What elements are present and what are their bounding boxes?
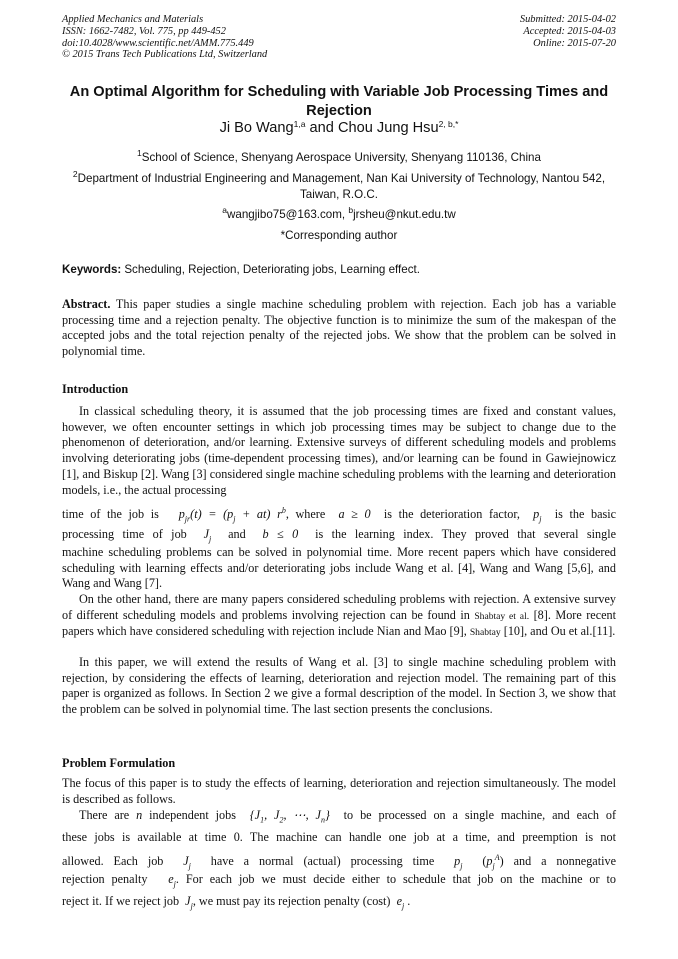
problem-line-3: allowed. Each job $J_j$ have a normal (actual) processing time $p_j$ $(p_j^A)$ and a nonnegative bbox=[62, 853, 616, 871]
keywords-text: Scheduling, Rejection, Deteriorating jobs, Learning effect. bbox=[124, 263, 420, 276]
author-and: and bbox=[309, 120, 334, 136]
problem-line-5: reject it. If we reject job $J_j$, we must pay its rejection penalty (cost) $e_j$ . bbox=[62, 894, 411, 911]
intro-heading: Introduction bbox=[62, 382, 129, 396]
intro-formula-line bbox=[62, 503, 616, 527]
prob-penalty: rejection penalty bbox=[62, 872, 148, 886]
formula-pj: $p_j$ bbox=[533, 507, 542, 524]
intro-text-where: , where bbox=[285, 507, 326, 522]
intro-para-1a: In classical scheduling theory, it is assumed that the job processing times are fixed and constant values, however, we often encounter settings in which job processing times may be subject to change due to the phenomenon of deterioration, and/or learning. Extensive surveys of different scheduling models and problems involving deteriorating jobs (time-dependent processing times), and/or learning can be found in Gawiejnowicz [1], and Biskup [2]. Wang [3] considered single machine scheduling problems with the learning and deterioration models, i.e., the actual processing bbox=[62, 404, 616, 497]
aff-2-text: Department of Industrial Engineering and Management, Nan Kai University of Technology, Nantou 542, Taiwan, R.O.C. bbox=[77, 172, 606, 201]
aff-1-sup: 1 bbox=[137, 148, 142, 158]
affiliation-1 bbox=[60, 150, 618, 166]
authors bbox=[60, 120, 618, 136]
intro-text-ptj: processing time of job bbox=[62, 527, 187, 541]
copyright-line: © 2015 Trans Tech Publications Ltd, Switzerland bbox=[62, 49, 268, 61]
intro-text-and: and bbox=[228, 527, 246, 541]
email-b-sup: b bbox=[348, 205, 354, 215]
aff-2-sup: 2 bbox=[72, 169, 78, 179]
abstract bbox=[62, 297, 616, 360]
submitted-date: Submitted: 2015-04-02 bbox=[519, 14, 616, 25]
emails bbox=[60, 207, 618, 223]
email-a-sup: a bbox=[222, 205, 227, 215]
formula-pjA: $p_j^A$ bbox=[486, 853, 500, 871]
prob-allowed: allowed. Each job bbox=[62, 854, 164, 869]
abstract-label: Abstract. bbox=[62, 297, 111, 311]
prob-independent: independent jobs bbox=[149, 808, 236, 822]
intro-text-det: is the deterioration factor, bbox=[383, 507, 520, 522]
problem-line-2: these jobs is available at time 0. The machine can handle one job at a time, and preemption is not bbox=[62, 830, 616, 844]
formula-ej-2: $e_j$ bbox=[396, 894, 405, 911]
keywords-label: Keywords: bbox=[62, 263, 122, 276]
journal-info bbox=[62, 14, 267, 61]
formula-b-nonpos: b ≤ 0 bbox=[262, 527, 299, 541]
prob-l5-rest: , we must pay its rejection penalty (cost) bbox=[192, 894, 391, 908]
prob-reject: reject it. If we reject job bbox=[62, 894, 180, 908]
prob-there-are: There are bbox=[79, 808, 130, 822]
intro-para-2 bbox=[62, 592, 616, 641]
aff-1-text: School of Science, Shenyang Aerospace University, Shenyang 110136, China bbox=[141, 151, 541, 164]
author-1: Ji Bo Wang bbox=[219, 120, 294, 136]
formula-n: n bbox=[136, 808, 143, 822]
formula-ej: $e_j$ bbox=[168, 872, 176, 889]
formula-a-nonneg: a ≥ 0 bbox=[338, 507, 371, 522]
problem-heading: Problem Formulation bbox=[62, 756, 176, 770]
accepted-date: Accepted: 2015-04-03 bbox=[523, 25, 616, 37]
journal-name: Applied Mechanics and Materials bbox=[62, 14, 204, 25]
intro-shabtay-2: Shabtay bbox=[469, 627, 501, 639]
corresponding-author: *Corresponding author bbox=[280, 229, 398, 242]
email-b: jrsheu@nkut.edu.tw bbox=[353, 208, 456, 221]
affiliation-2 bbox=[60, 171, 618, 202]
online-date: Online: 2015-07-20 bbox=[533, 37, 616, 49]
prob-l1-rest: to be processed on a single machine, and each of bbox=[343, 808, 617, 822]
email-a: wangjibo75@163.com, bbox=[227, 208, 346, 221]
intro-p2a: On the other hand, there are many papers considered scheduling problems with rejection. A extensive survey of different scheduling models and problems involving rejection can be found in bbox=[62, 592, 616, 622]
problem-para-1: The focus of this paper is to study the effects of learning, deterioration and rejection simultaneously. The model is described as follows. bbox=[62, 776, 616, 806]
formula-pj-2: $p_j$ bbox=[454, 854, 463, 871]
intro-text-job: time of the job is bbox=[62, 507, 159, 522]
issn-line: ISSN: 1662-7482, Vol. 775, pp 449-452 bbox=[62, 25, 226, 37]
intro-p2b: [8]. More recent papers which have considered scheduling with rejection include Nian and Mao [9], bbox=[62, 607, 617, 639]
formula-Jj: $J_j$ bbox=[203, 527, 212, 544]
abstract-text: This paper studies a single machine scheduling problem with rejection. Each job has a variable processing time and a rejection penalty. The objective function is to minimize the sum of the makespan of the accepted jobs and the total rejection penalty of the rejected jobs. We show that the problem can be solved in polynomial time. bbox=[62, 297, 617, 359]
intro-text-basic: is the basic bbox=[554, 507, 617, 522]
intro-p2c: [10], and Ou et al.[11]. bbox=[503, 624, 616, 639]
prob-l4-rest: . For each job we must decide either to schedule that job on the machine or to bbox=[175, 872, 616, 886]
keywords bbox=[62, 262, 616, 278]
intro-para-3: In this paper, we will extend the results of Wang et al. [3] to single machine scheduling problem with rejection, by considering the effects of learning, deterioration and rejection model. The remaining part of this paper is organized as follows. In Section 2 we give a formal description of the model. In Section 3, we show that the problem can be solved in polynomial time. The last section presents the conclusions. bbox=[62, 655, 616, 717]
prob-normal: have a normal (actual) processing time bbox=[210, 854, 435, 869]
author-2-sup: 2, b,* bbox=[438, 119, 459, 129]
formula-Jj-2: $J_j$ bbox=[183, 854, 191, 871]
formula-processing-time: $p_{jr}(t) = (p_j + at)$ $r^b$ bbox=[178, 506, 286, 524]
doi-line: doi:10.4028/www.scientific.net/AMM.775.449 bbox=[62, 37, 254, 49]
problem-line-1 bbox=[62, 808, 616, 828]
formula-job-set: {$J_1$, $J_2$, ⋯, $J_n$} bbox=[249, 808, 330, 825]
intro-shabtay: Shabtay et al. bbox=[474, 610, 530, 622]
prob-nonneg: ) and a nonnegative bbox=[499, 854, 616, 869]
author-1-sup: 1,a bbox=[293, 119, 306, 129]
intro-text-learning: is the learning index. They proved that several single bbox=[315, 527, 617, 541]
paper-title: An Optimal Algorithm for Scheduling with Variable Job Processing Times and Rejection bbox=[69, 84, 609, 119]
author-2: Chou Jung Hsu bbox=[337, 120, 439, 136]
problem-line-4 bbox=[62, 872, 616, 892]
formula-Jj-3: $J_j$ bbox=[185, 894, 193, 911]
dates-info bbox=[520, 14, 616, 49]
intro-para-1b: machine scheduling problems can be solved in polynomial time. More recent papers which have considered scheduling with learning effects and/or deteriorating jobs include Wang et al. [4], Wang and Wang [5,6], and Wang and Wang [7]. bbox=[62, 545, 616, 591]
